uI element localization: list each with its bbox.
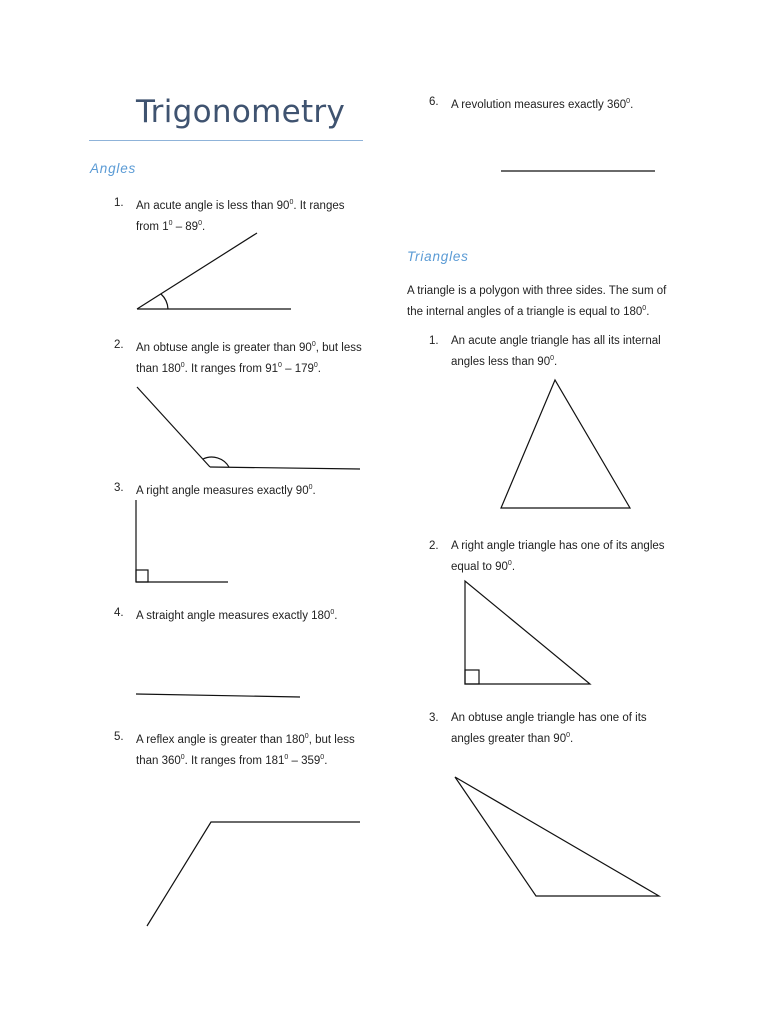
item-number: 6. (429, 96, 439, 108)
item-number: 2. (114, 339, 124, 351)
acute-angle-diagram (137, 233, 291, 309)
item-text: A right angle measures exactly $90^0$. (136, 484, 316, 497)
item-text: A reflex angle is greater than $180^0$, but less than $360^0$. It ranges from $181^0 - 359^0$. (136, 733, 355, 767)
page-title: Trigonometry (136, 94, 346, 130)
item-number: 2. (429, 540, 439, 552)
obtuse-angle-diagram (137, 387, 360, 469)
triangles-intro: A triangle is a polygon with three sides. The sum of the internal angles of a triangle is equal to $180^0$. (407, 285, 667, 318)
item-number: 3. (114, 482, 124, 494)
straight-angle-diagram (136, 694, 300, 697)
item-text: A revolution measures exactly $360^0$. (451, 98, 634, 111)
item-text: An obtuse angle is greater than $90^0$, but less than $180^0$. It ranges from $91^0 - 179^0$. (136, 341, 362, 375)
section-heading-angles: Angles (90, 161, 137, 176)
right-angle-diagram (136, 500, 228, 582)
item-text: An acute angle triangle has all its internal angles less than $90^0$. (451, 335, 661, 368)
item-number: 1. (429, 335, 439, 347)
reflex-angle-diagram (147, 822, 360, 926)
right-triangle-diagram (465, 581, 590, 684)
item-text: A straight angle measures exactly $180^0$. (136, 609, 338, 622)
item-text: An acute angle is less than $90^0$. It ranges from $1^0 - 89^0$. (136, 199, 345, 233)
section-heading-triangles: Triangles (407, 249, 469, 264)
obtuse-triangle-diagram (455, 777, 659, 896)
item-number: 5. (114, 731, 124, 743)
item-number: 4. (114, 607, 124, 619)
item-text: A right angle triangle has one of its angles equal to $90^0$. (451, 540, 665, 573)
acute-triangle-diagram (501, 380, 630, 508)
item-text: An obtuse angle triangle has one of its angles greater than $90^0$. (451, 712, 647, 745)
item-number: 1. (114, 197, 124, 209)
item-number: 3. (429, 712, 439, 724)
